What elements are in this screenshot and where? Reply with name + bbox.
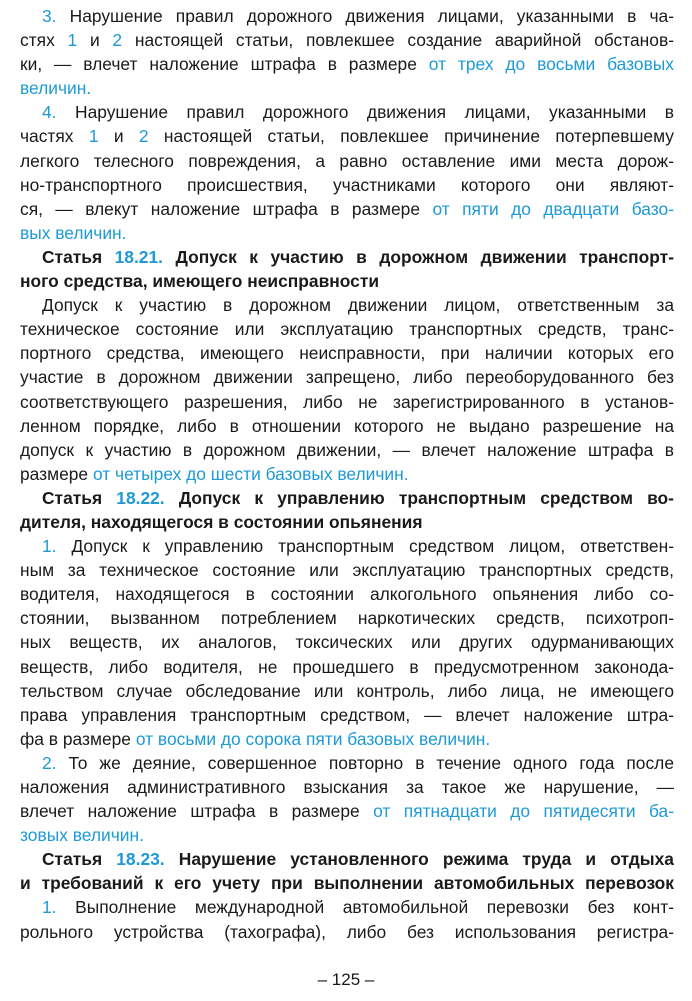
text-line: техническое состояние или эксплуатацию транспортных средств, транс- xyxy=(20,319,674,340)
article-heading: и требований к его учету при выполнении автомобильных перевозок xyxy=(20,873,674,894)
text-line xyxy=(20,221,674,245)
article-heading: Статья 18.23. Нарушение установленного режима труда и отдыха xyxy=(42,849,674,870)
page-number: – 125 – xyxy=(317,970,375,989)
fine-amount: от трех до восьми базовых xyxy=(428,54,674,75)
paragraph-number: 1. xyxy=(42,897,57,918)
text-line: ным за техническое состояние или эксплуатацию транспортных средств, xyxy=(20,560,674,581)
article-number: 18.22. xyxy=(116,487,165,508)
text-line: фа в размере от восьми до сорока пяти базовых величин. xyxy=(20,728,491,749)
text-line: соответствующего разрешения, либо не зарегистрированного в установ- xyxy=(20,391,674,412)
article-heading: дителя, находящегося в состоянии опьянения xyxy=(20,511,423,532)
link-part-1[interactable]: 1 xyxy=(67,30,78,51)
article-heading: Статья 18.22. Допуск к управлению транспортным средством во- xyxy=(42,487,674,508)
text-line: ных веществ, их аналогов, токсических или других одурманивающих xyxy=(20,632,674,653)
text-line: Допуск к участию в дорожном движении лицом, ответственным за xyxy=(42,295,674,316)
fine-amount: от восьми до сорока пяти базовых величин. xyxy=(135,728,491,749)
text-line: влечет наложение штрафа в размере от пятнадцати до пятидесяти ба- xyxy=(20,801,674,822)
text-line: легкого телесного повреждения, а равно оставление ими места дорож- xyxy=(20,150,674,171)
fine-amount: от четырех до шести базовых величин. xyxy=(92,463,409,484)
link-part-1[interactable]: 1 xyxy=(88,126,99,147)
text-line: ся, — влекут наложение штрафа в размере от пяти до двадцати базо- xyxy=(20,198,674,219)
fine-amount: от пяти до двадцати базо- xyxy=(432,198,674,219)
text-line: водителя, находящегося в состоянии алкогольного опьянения либо со- xyxy=(20,584,674,605)
article-heading: ного средства, имеющего неисправности xyxy=(20,271,380,292)
text-line xyxy=(20,76,674,100)
paragraph-number: 2. xyxy=(42,752,57,773)
text-line: ленном порядке, либо в отношении которого не выдано разрешение на xyxy=(20,415,674,436)
link-part-2[interactable]: 2 xyxy=(112,30,123,51)
text-line: стоянии, вызванном потреблением наркотических средств, психотроп- xyxy=(20,608,674,629)
article-number: 18.21. xyxy=(114,246,163,267)
link-part-2[interactable]: 2 xyxy=(138,126,149,147)
paragraph-number: 3. xyxy=(42,6,57,26)
text-line: 1. Допуск к управлению транспортным средством лицом, ответствен- xyxy=(42,536,674,557)
text-line xyxy=(20,823,674,847)
text-line: частях 1 и 2 настоящей статьи, повлекшее причинение потерпевшему xyxy=(20,126,674,147)
text-line: ки, — влечет наложение штрафа в размере от трех до восьми базовых xyxy=(20,54,674,75)
text-line: стях 1 и 2 настоящей статьи, повлекшее создание аварийной обстанов- xyxy=(20,30,674,51)
text-line: допуск к участию в дорожном движении, — влечет наложение штрафа в xyxy=(20,439,674,460)
text-line: 4. Нарушение правил дорожного движения лицами, указанными в xyxy=(42,102,674,123)
paragraph-number: 1. xyxy=(42,536,57,557)
document-page xyxy=(20,4,674,944)
article-heading: Статья 18.21. Допуск к участию в дорожном движении транспорт- xyxy=(42,246,674,267)
article-number: 18.23. xyxy=(116,849,165,870)
fine-amount: вых величин. xyxy=(20,222,127,243)
text-line: веществ, либо водителя, не прошедшего в предусмотренном законода- xyxy=(20,656,674,677)
text-line: размере от четырех до шести базовых величин. xyxy=(20,463,409,484)
text-line: но-транспортного происшествия, участниками которого они являют- xyxy=(20,174,674,195)
fine-amount: величин. xyxy=(20,78,92,99)
text-line: тельством случае обследование или контроль, либо лица, не имеющего xyxy=(20,680,674,701)
text-line: рольного устройства (тахографа), либо без использования регистра- xyxy=(20,921,674,942)
text-line: портного средства, имеющего неисправности, при наличии которых его xyxy=(20,343,674,364)
text-line: 2. То же деяние, совершенное повторно в течение одного года после xyxy=(42,752,674,773)
text-line: наложения административного взыскания за такое же нарушение, — xyxy=(20,777,674,797)
fine-amount: от пятнадцати до пятидесяти ба- xyxy=(373,801,674,822)
text-line: участие в дорожном движении запрещено, либо переоборудованного без xyxy=(20,367,674,388)
paragraph-number: 4. xyxy=(42,102,57,123)
fine-amount: зовых величин. xyxy=(20,825,144,846)
text-line: 1. Выполнение международной автомобильной перевозки без конт- xyxy=(42,897,674,918)
text-line: 3. Нарушение правил дорожного движения лицами, указанными в ча- xyxy=(42,6,674,26)
text-line: права управления транспортным средством, — влечет наложение штра- xyxy=(20,704,674,725)
